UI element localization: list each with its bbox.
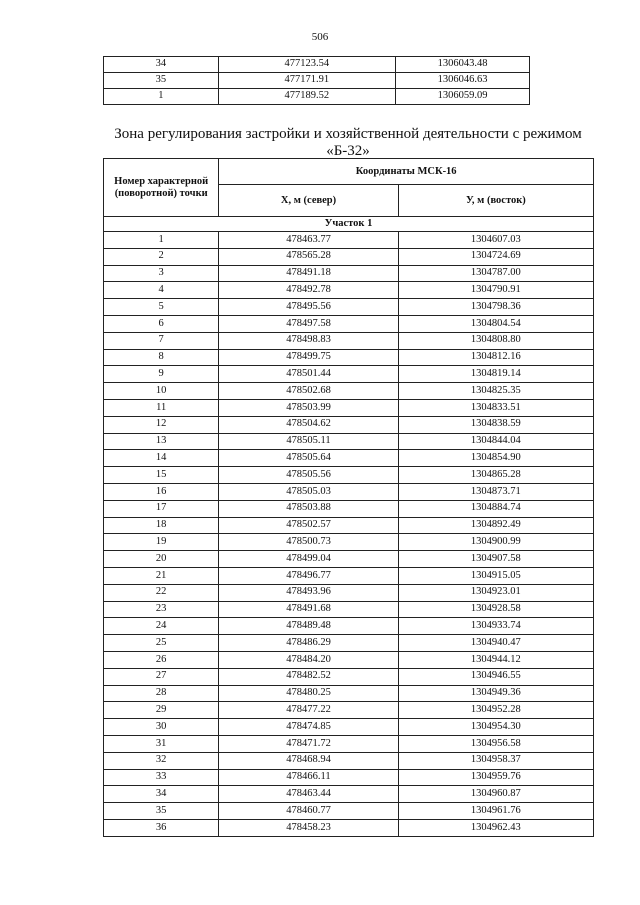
header-point-number: Номер характерной (поворотной) точки	[104, 159, 219, 217]
y-coordinate-cell: 1304962.43	[398, 819, 593, 836]
section-title: Участок 1	[104, 217, 594, 232]
point-number-cell: 1	[104, 89, 219, 105]
y-coordinate-cell: 1306059.09	[396, 89, 530, 105]
table-row	[104, 416, 594, 433]
y-coordinate-cell: 1304940.47	[398, 635, 593, 652]
point-number-cell: 7	[104, 332, 219, 349]
point-number-cell: 17	[104, 500, 219, 517]
point-number-cell: 14	[104, 450, 219, 467]
point-number-cell: 29	[104, 702, 219, 719]
y-coordinate-cell: 1304946.55	[398, 668, 593, 685]
point-number-cell: 10	[104, 383, 219, 400]
x-coordinate-cell: 478474.85	[219, 719, 398, 736]
table-row	[104, 584, 594, 601]
y-coordinate-cell: 1304884.74	[398, 500, 593, 517]
point-number-cell: 31	[104, 735, 219, 752]
point-number-cell: 32	[104, 752, 219, 769]
page-number: 506	[311, 31, 329, 43]
y-coordinate-cell: 1304958.37	[398, 752, 593, 769]
y-coordinate-cell: 1304787.00	[398, 265, 593, 282]
y-coordinate-cell: 1304854.90	[398, 450, 593, 467]
y-coordinate-cell: 1304961.76	[398, 803, 593, 820]
x-coordinate-cell: 478493.96	[219, 584, 398, 601]
point-number-cell: 6	[104, 315, 219, 332]
table-row	[104, 567, 594, 584]
x-coordinate-cell: 478504.62	[219, 416, 398, 433]
x-coordinate-cell: 478463.77	[219, 232, 398, 249]
x-coordinate-cell: 478502.57	[219, 517, 398, 534]
zone-title: Зона регулирования застройки и хозяйственной деятельности с режимом «Б-32»	[114, 126, 582, 159]
x-coordinate-cell: 478500.73	[219, 534, 398, 551]
y-coordinate-cell: 1304838.59	[398, 416, 593, 433]
x-coordinate-cell: 478505.03	[219, 483, 398, 500]
table-row	[104, 702, 594, 719]
x-coordinate-cell: 477123.54	[218, 57, 395, 73]
x-coordinate-cell: 478458.23	[219, 819, 398, 836]
y-coordinate-cell: 1304923.01	[398, 584, 593, 601]
y-coordinate-cell: 1304607.03	[398, 232, 593, 249]
table-row	[104, 735, 594, 752]
x-coordinate-cell: 478463.44	[219, 786, 398, 803]
table-row	[104, 232, 594, 249]
y-coordinate-cell: 1304812.16	[398, 349, 593, 366]
y-coordinate-cell: 1304808.80	[398, 332, 593, 349]
point-number-cell: 8	[104, 349, 219, 366]
point-number-cell: 34	[104, 786, 219, 803]
point-number-cell: 12	[104, 416, 219, 433]
point-number-cell: 18	[104, 517, 219, 534]
table-row	[104, 534, 594, 551]
y-coordinate-cell: 1304944.12	[398, 651, 593, 668]
continuation-table-body	[104, 57, 530, 105]
y-coordinate-cell: 1304873.71	[398, 483, 593, 500]
table-row	[104, 601, 594, 618]
y-coordinate-cell: 1304900.99	[398, 534, 593, 551]
y-coordinate-cell: 1304907.58	[398, 551, 593, 568]
point-number-cell: 35	[104, 73, 219, 89]
point-number-cell: 20	[104, 551, 219, 568]
table-row	[104, 618, 594, 635]
x-coordinate-cell: 478471.72	[219, 735, 398, 752]
point-number-cell: 19	[104, 534, 219, 551]
point-number-cell: 9	[104, 366, 219, 383]
coordinates-table-header	[104, 159, 594, 217]
y-coordinate-cell: 1304960.87	[398, 786, 593, 803]
x-coordinate-cell: 478460.77	[219, 803, 398, 820]
coordinates-table	[103, 158, 594, 837]
x-coordinate-cell: 478498.83	[219, 332, 398, 349]
point-number-cell: 34	[104, 57, 219, 73]
x-coordinate-cell: 478501.44	[219, 366, 398, 383]
y-coordinate-cell: 1304724.69	[398, 248, 593, 265]
point-number-cell: 27	[104, 668, 219, 685]
table-row	[104, 73, 530, 89]
x-coordinate-cell: 478491.68	[219, 601, 398, 618]
point-number-cell: 15	[104, 467, 219, 484]
y-coordinate-cell: 1304915.05	[398, 567, 593, 584]
x-coordinate-cell: 478477.22	[219, 702, 398, 719]
x-coordinate-cell: 478496.77	[219, 567, 398, 584]
x-coordinate-cell: 478495.56	[219, 299, 398, 316]
table-row	[104, 383, 594, 400]
point-number-cell: 16	[104, 483, 219, 500]
x-coordinate-cell: 478486.29	[219, 635, 398, 652]
point-number-cell: 5	[104, 299, 219, 316]
x-coordinate-cell: 478491.18	[219, 265, 398, 282]
table-row	[104, 366, 594, 383]
table-row	[104, 803, 594, 820]
y-coordinate-cell: 1304798.36	[398, 299, 593, 316]
table-row	[104, 786, 594, 803]
table-row	[104, 450, 594, 467]
x-coordinate-cell: 478505.11	[219, 433, 398, 450]
y-coordinate-cell: 1304790.91	[398, 282, 593, 299]
table-row	[104, 467, 594, 484]
y-coordinate-cell: 1306046.63	[396, 73, 530, 89]
x-coordinate-cell: 478480.25	[219, 685, 398, 702]
table-row	[104, 551, 594, 568]
point-number-cell: 30	[104, 719, 219, 736]
x-coordinate-cell: 478503.99	[219, 399, 398, 416]
point-number-cell: 36	[104, 819, 219, 836]
point-number-cell: 24	[104, 618, 219, 635]
table-row	[104, 769, 594, 786]
header-coordinates: Координаты МСК-16	[219, 159, 594, 185]
point-number-cell: 26	[104, 651, 219, 668]
point-number-cell: 25	[104, 635, 219, 652]
x-coordinate-cell: 478499.75	[219, 349, 398, 366]
table-row	[104, 483, 594, 500]
point-number-cell: 13	[104, 433, 219, 450]
x-coordinate-cell: 477171.91	[218, 73, 395, 89]
x-coordinate-cell: 478482.52	[219, 668, 398, 685]
x-coordinate-cell: 478466.11	[219, 769, 398, 786]
table-row	[104, 668, 594, 685]
x-coordinate-cell: 478565.28	[219, 248, 398, 265]
y-coordinate-cell: 1304819.14	[398, 366, 593, 383]
y-coordinate-cell: 1304949.36	[398, 685, 593, 702]
point-number-cell: 2	[104, 248, 219, 265]
header-y: У, м (восток)	[398, 185, 593, 217]
point-number-cell: 23	[104, 601, 219, 618]
x-coordinate-cell: 478502.68	[219, 383, 398, 400]
y-coordinate-cell: 1304804.54	[398, 315, 593, 332]
x-coordinate-cell: 478492.78	[219, 282, 398, 299]
table-row	[104, 89, 530, 105]
y-coordinate-cell: 1306043.48	[396, 57, 530, 73]
point-number-cell: 1	[104, 232, 219, 249]
section-row	[104, 217, 594, 232]
y-coordinate-cell: 1304954.30	[398, 719, 593, 736]
point-number-cell: 11	[104, 399, 219, 416]
x-coordinate-cell: 478489.48	[219, 618, 398, 635]
y-coordinate-cell: 1304928.58	[398, 601, 593, 618]
point-number-cell: 3	[104, 265, 219, 282]
continuation-table	[103, 56, 530, 105]
x-coordinate-cell: 478505.64	[219, 450, 398, 467]
coordinates-table-body	[104, 217, 594, 837]
table-row	[104, 282, 594, 299]
y-coordinate-cell: 1304865.28	[398, 467, 593, 484]
table-row	[104, 635, 594, 652]
table-row	[104, 685, 594, 702]
table-row	[104, 349, 594, 366]
table-row	[104, 265, 594, 282]
table-row	[104, 332, 594, 349]
table-row	[104, 399, 594, 416]
y-coordinate-cell: 1304825.35	[398, 383, 593, 400]
header-x: Х, м (север)	[219, 185, 398, 217]
point-number-cell: 33	[104, 769, 219, 786]
y-coordinate-cell: 1304952.28	[398, 702, 593, 719]
y-coordinate-cell: 1304833.51	[398, 399, 593, 416]
table-row	[104, 517, 594, 534]
table-row	[104, 651, 594, 668]
x-coordinate-cell: 477189.52	[218, 89, 395, 105]
table-row	[104, 500, 594, 517]
table-row	[104, 57, 530, 73]
table-row	[104, 719, 594, 736]
y-coordinate-cell: 1304933.74	[398, 618, 593, 635]
table-row	[104, 299, 594, 316]
x-coordinate-cell: 478484.20	[219, 651, 398, 668]
y-coordinate-cell: 1304844.04	[398, 433, 593, 450]
table-row	[104, 248, 594, 265]
x-coordinate-cell: 478505.56	[219, 467, 398, 484]
x-coordinate-cell: 478497.58	[219, 315, 398, 332]
x-coordinate-cell: 478499.04	[219, 551, 398, 568]
point-number-cell: 22	[104, 584, 219, 601]
x-coordinate-cell: 478503.88	[219, 500, 398, 517]
point-number-cell: 28	[104, 685, 219, 702]
table-row	[104, 752, 594, 769]
point-number-cell: 21	[104, 567, 219, 584]
y-coordinate-cell: 1304959.76	[398, 769, 593, 786]
table-row	[104, 819, 594, 836]
y-coordinate-cell: 1304892.49	[398, 517, 593, 534]
point-number-cell: 4	[104, 282, 219, 299]
x-coordinate-cell: 478468.94	[219, 752, 398, 769]
y-coordinate-cell: 1304956.58	[398, 735, 593, 752]
point-number-cell: 35	[104, 803, 219, 820]
table-row	[104, 433, 594, 450]
table-row	[104, 315, 594, 332]
